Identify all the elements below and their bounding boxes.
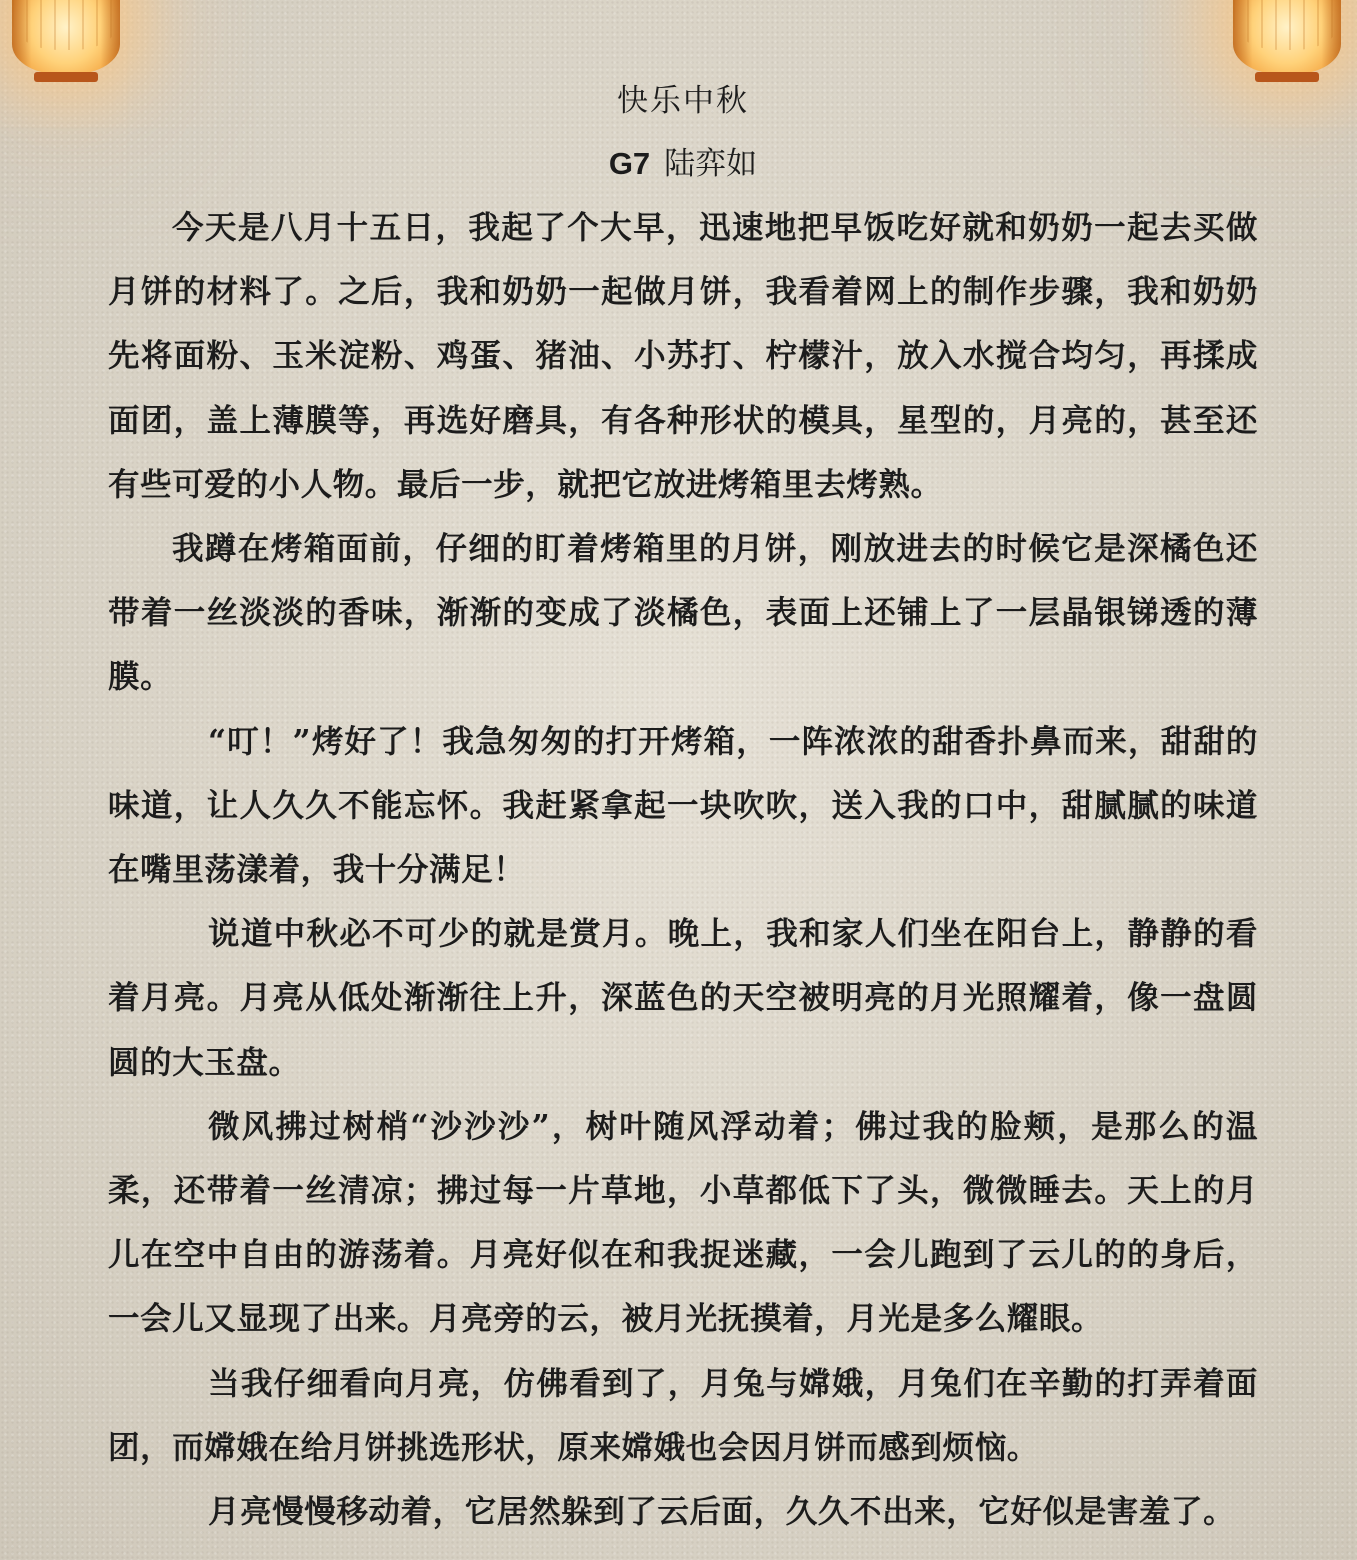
author-grade: G7 <box>608 146 651 181</box>
paragraph-6: 当我仔细看向月亮，仿佛看到了，月兔与嫦娥，月兔们在辛勤的打弄着面团，而嫦娥在给月饼挑选形状，原来嫦娥也会因月饼而感到烦恼。 <box>108 1364 1258 1466</box>
paragraph-7: 月亮慢慢移动着，它居然躲到了云后面，久久不出来，它好似是害羞了。 <box>208 1493 1236 1531</box>
lantern-decoration-right <box>1233 0 1341 74</box>
paragraph-4: 说道中秋必不可少的就是赏月。晚上，我和家人们坐在阳台上，静静的看着月亮。月亮从低处渐渐往上升，深蓝色的天空被明亮的月光照耀着，像一盘圆圆的大玉盘。 <box>108 915 1258 1081</box>
paragraph-3: “叮！”烤好了！我急匆匆的打开烤箱，一阵浓浓的甜香扑鼻而来，甜甜的味道，让人久久不能忘怀。我赶紧拿起一块吹吹，送入我的口中，甜腻腻的味道在嘴里荡漾着，我十分满足！ <box>108 722 1258 889</box>
lantern-decoration-left <box>12 0 120 74</box>
paragraph-5: 微风拂过树梢“沙沙沙”，树叶随风浮动着；佛过我的脸颊，是那么的温柔，还带着一丝清凉；拂过每一片草地，小草都低下了头，微微睡去。天上的月儿在空中自由的游荡着。月亮好似在和我捉迷藏，一会儿跑到了云儿的的身后，一会儿又显现了出来。月亮旁的云，被月光抚摸着，月光是多么耀眼。 <box>108 1107 1258 1338</box>
essay-title: 快乐中秋 <box>617 83 749 119</box>
essay-article <box>108 70 1258 1544</box>
paragraph-1: 今天是八月十五日，我起了个大早，迅速地把早饭吃好就和奶奶一起去买做月饼的材料了。之后，我和奶奶一起做月饼，我看着网上的制作步骤，我和奶奶先将面粉、玉米淀粉、鸡蛋、猪油、小苏打、柠檬汁，放入水搅合均匀，再揉成面团，盖上薄膜等，再选好磨具，有各种形状的模具，星型的，月亮的，甚至还有些可爱的小人物。最后一步，就把它放进烤箱里去烤熟。 <box>108 209 1258 503</box>
paragraph-2: 我蹲在烤箱面前，仔细的盯着烤箱里的月饼，刚放进去的时候它是深橘色还带着一丝淡淡的香味，渐渐的变成了淡橘色，表面上还铺上了一层晶银锑透的薄膜。 <box>108 530 1258 696</box>
author-name: 陆弈如 <box>664 146 758 182</box>
essay-byline <box>108 132 1258 196</box>
